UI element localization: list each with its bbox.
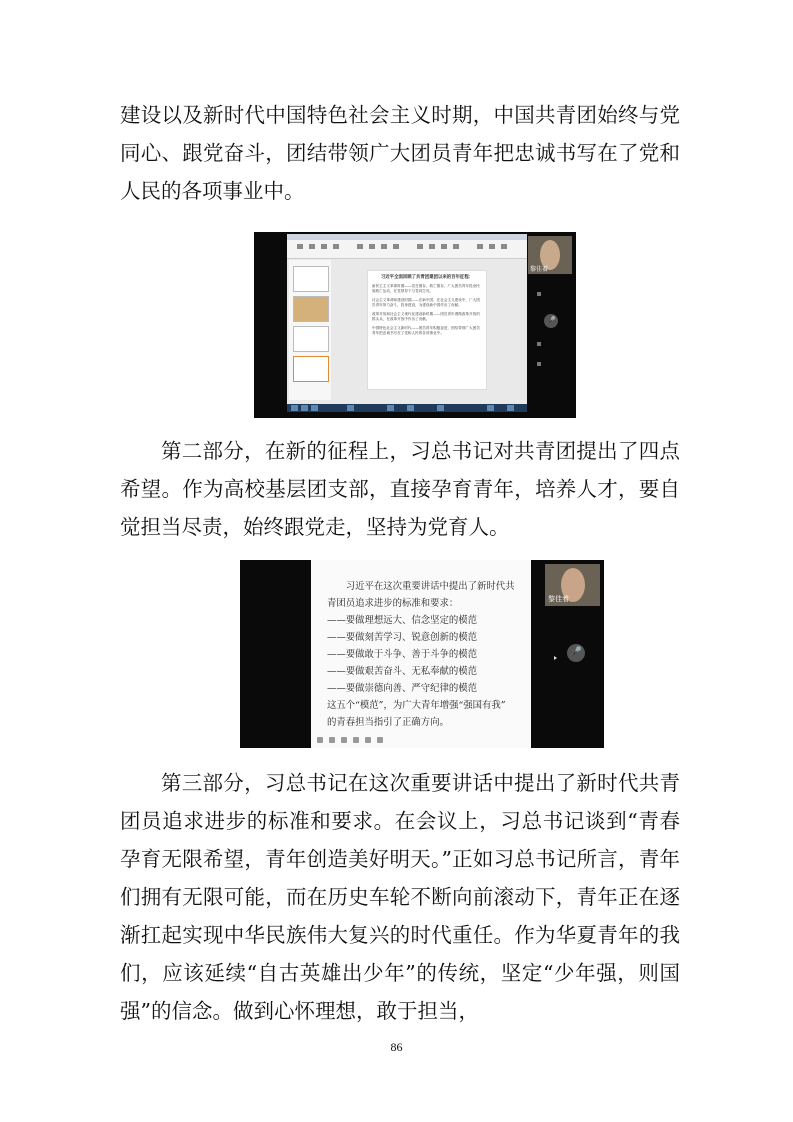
slide-line: 这五个“模范”，为广大青年增强“强国有我” <box>327 700 506 711</box>
page-number: 86 <box>390 1040 403 1054</box>
participant-name: 黎佳着 <box>548 595 569 603</box>
slide-line: ——要做崇德向善、严守纪律的模范 <box>327 683 478 694</box>
mouse-cursor-icon <box>554 656 557 660</box>
paragraph-1: 建设以及新时代中国特色社会主义时期，中国共青团始终与党同心、跟党奋斗，团结带领广大团员青年把忠诚书写在了党和人民的各项事业中。 <box>120 103 680 203</box>
slide-paragraph: 中国特色社会主义新时代——团员青年积极奋进，团结带领广大团员青年把忠诚书写在了党和人民的各项事业中。 <box>372 326 480 335</box>
os-taskbar <box>287 404 527 412</box>
slide-paragraph: 改革开放和社会主义现代化建设新时期——团员青年勇做改革开放的排头兵，在改革开放中作出了贡献。 <box>372 312 480 321</box>
toolbar-icon <box>537 292 541 296</box>
presentation-app-window <box>287 234 527 404</box>
meeting-screenshot-1 <box>254 232 576 418</box>
microphone-icon: 🎤 <box>567 644 585 662</box>
slide-line: 的青春担当指引了正确方向。 <box>327 717 449 728</box>
slide-text <box>327 578 523 731</box>
slide-line: 青团员追求进步的标准和要求： <box>327 598 459 609</box>
paragraph-2: 第二部分，在新的征程上，习总书记对共青团提出了四点希望。作为高校基层团支部，直接孕育青年，培养人才，要自觉担当尽责，始终跟党走，坚持为党育人。 <box>120 439 680 539</box>
toolbar-icon <box>537 362 541 366</box>
meeting-screenshot-2 <box>240 560 604 748</box>
slide-thumbnail-panel <box>289 260 331 400</box>
toolbar-icon <box>537 342 541 346</box>
slide-line: ——要做艰苦奋斗、无私奉献的模范 <box>327 666 478 677</box>
app-ribbon-toolbar <box>287 240 527 259</box>
participant-name: 黎佳着 <box>530 266 549 273</box>
slide-line: ——要做敢于斗争、善于斗争的模范 <box>327 649 478 660</box>
slide-paragraph: 社会主义革命和建设时期——在新中国，在社会主义建设中，广大团员青年努力奋斗，投身建设，为建设新中国作出了贡献。 <box>372 298 480 307</box>
slide-line: ——要做刻苦学习、锐意创新的模范 <box>327 632 478 643</box>
slide-line: ——要做理想远大、信念坚定的模范 <box>327 615 478 626</box>
paragraph-3: 第三部分，习总书记在这次重要讲话中提出了新时代共青团员追求进步的标准和要求。在会议上，习总书记谈到“青春孕育无限希望，青年创造美好明天。”正如习总书记所言，青年们拥有无限可能，而在历史车轮不断向前滚动下，青年正在逐渐扛起实现中华民族伟大复兴的时代重任。作为华夏青年的我们，应该延续“自古英雄出少年”的传统，坚定“少年强，则国强”的信念。做到心怀理想，敢于担当， <box>120 771 680 1023</box>
slide-title: 习近平全面回顾了共青团建团以来的百年征程： <box>380 275 474 280</box>
slide-canvas <box>311 560 531 748</box>
microphone-icon: 🎤 <box>544 314 558 328</box>
slide-canvas <box>367 270 487 390</box>
participant-video <box>528 236 572 274</box>
participant-video <box>545 564 600 606</box>
slide-control-bar <box>311 732 531 748</box>
slide-line: 习近平在这次重要讲话中提出了新时代共 <box>327 581 515 592</box>
slide-paragraph: 新民主主义革命时期——党在图存、救亡图存，广大团员青年投身民族救亡运动，在党领导下与党同生死。 <box>372 284 480 293</box>
